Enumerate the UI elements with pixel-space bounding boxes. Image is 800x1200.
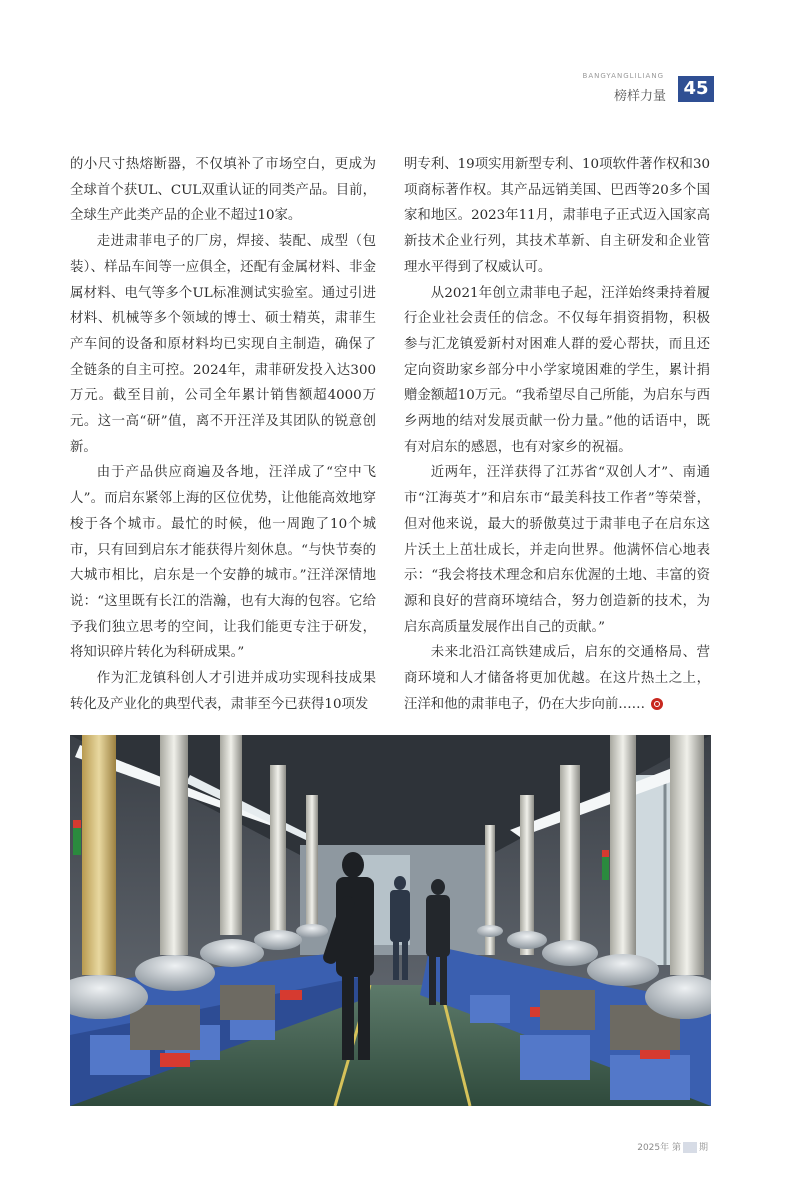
paragraph: 作为汇龙镇科创人才引进并成功实现科技成果转化及产业化的典型代表，肃菲至今已获得10项发 <box>70 671 376 712</box>
section-header <box>582 72 672 104</box>
section-title: 榜样力量 <box>613 89 666 104</box>
paragraph: 近两年，汪洋获得了江苏省“双创人才”、南通市“江海英才”和启东市“最美科技工作者”等荣誉，但对他来说，最大的骄傲莫过于肃菲电子在启东这片沃土上茁壮成长，并走向世界。他满怀信心地表示：“我会将技术理念和启东优渥的土地、丰富的资源和良好的营商环境结合，努力创造新的技术，为启东高质量发展作出自己的贡献。” <box>404 465 710 635</box>
factory-photo-illustration <box>70 735 711 1106</box>
footer-issue-suffix: 期 <box>698 1143 708 1153</box>
paragraph: 走进肃菲电子的厂房，焊接、装配、成型（包装）、样品车间等一应俱全，还配有金属材料、非金属材料、电气等多个UL标准测试实验室。通过引进材料、机械等多个领域的博士、硕士精英，肃菲生产车间的设备和原材料均已实现自主制造，确保了全链条的自主可控。2024年，肃菲研发投入达300万元。截至目前，公司全年累计销售额超4000万元。这一高“研”值，离不开汪洋及其团队的锐意创新。 <box>70 234 376 455</box>
article-left-column <box>70 152 376 717</box>
issue-number-box <box>683 1142 697 1153</box>
article-right-column <box>404 152 710 717</box>
factory-photo <box>70 735 711 1106</box>
paragraph: 从2021年创立肃菲电子起，汪洋始终秉持着履行企业社会责任的信念。不仅每年捐资捐物，积极参与汇龙镇爱新村对困难人群的爱心帮扶，而且还定向资助家乡部分中小学家境困难的学生，累计捐赠金额超10万元。“我希望尽自己所能，为启东与西乡两地的结对发展贡献一份力量。”他的话语中，既有对启东的感恩，也有对家乡的祝福。 <box>404 285 710 455</box>
paragraph: 由于产品供应商遍及各地，汪洋成了“空中飞人”。而启东紧邻上海的区位优势，让他能高效地穿梭于各个城市。最忙的时候，他一周跑了10个城市，只有回到启东才能获得片刻休息。“与快节奏的大城市相比，启东是一个安静的城市。”汪洋深情地说：“这里既有长江的浩瀚，也有大海的包容。它给予我们独立思考的空间，让我们能更专注于研发，将知识碎片转化为科研成果。” <box>70 465 376 661</box>
page-number: 45 <box>678 76 714 102</box>
issue-footer <box>637 1140 708 1153</box>
section-pinyin: BANGYANGLILIANG <box>582 72 664 80</box>
article-end-icon <box>651 698 663 710</box>
paragraph: 明专利、19项实用新型专利、10项软件著作权和30项商标著作权。其产品远销美国、巴西等20多个国家和地区。2023年11月，肃菲电子正式迈入国家高新技术企业行列，其技术革新、自主研发和企业管理水平得到了权威认可。 <box>404 157 710 275</box>
paragraph: 的小尺寸热熔断器，不仅填补了市场空白，更成为全球首个获UL、CUL双重认证的同类产品。目前，全球生产此类产品的企业不超过10家。 <box>70 157 376 224</box>
paragraph-last <box>404 640 710 717</box>
footer-year: 2025年 第 <box>637 1143 681 1153</box>
paragraph-text: 未来北沿江高铁建成后，启东的交通格局、营商环境和人才储备将更加优越。在这片热土之上，汪洋和他的肃菲电子，仍在大步向前…… <box>404 645 710 712</box>
